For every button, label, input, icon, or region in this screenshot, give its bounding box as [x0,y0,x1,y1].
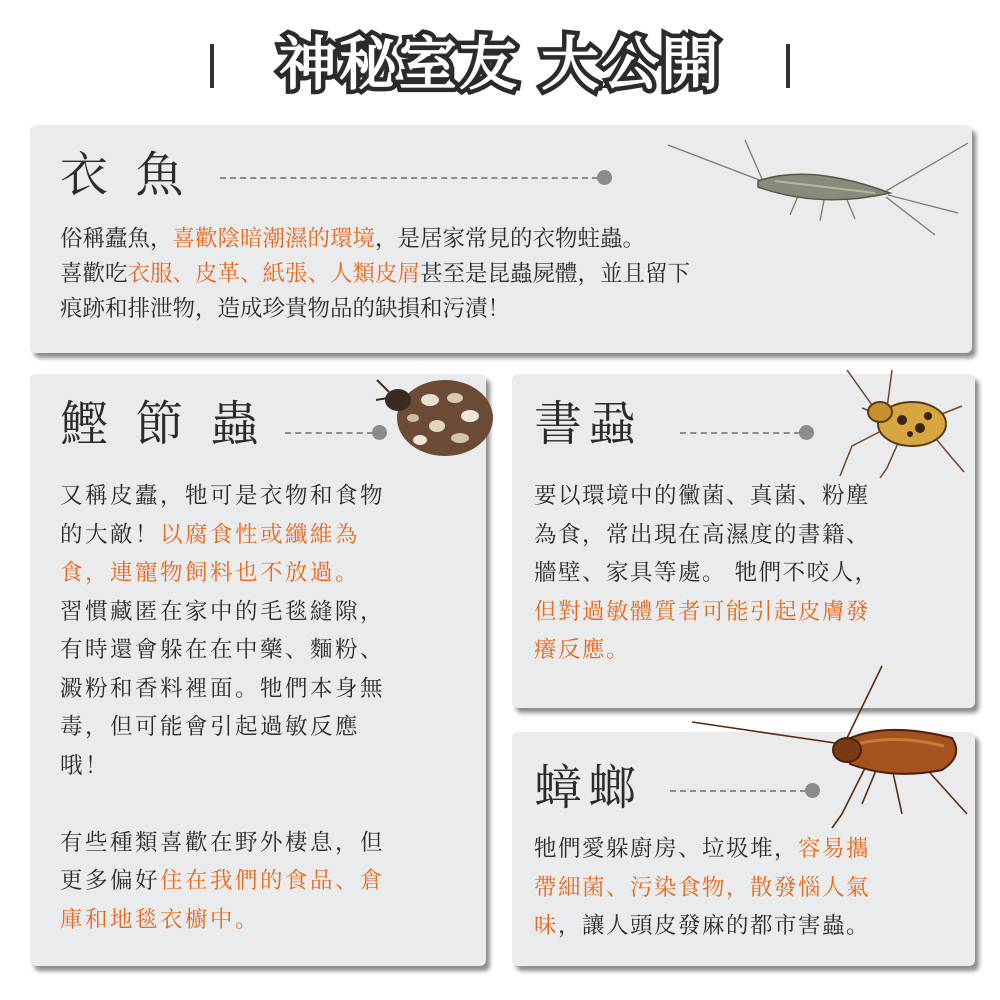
text-line [60,477,460,516]
highlight-text: 住在我們的食品、倉 [160,868,386,894]
highlight-text: 庫和地毯衣櫥中。 [60,906,261,933]
highlight-text: 食，連寵物飼料也不放過。 [60,560,361,586]
title-bar-right [786,44,790,88]
text-segment: 更多偏好 [60,868,161,894]
title-divider [680,432,800,434]
text-line [534,593,964,632]
text-line [60,257,690,292]
card-title: 衣 魚 [60,147,190,203]
card-body [534,477,964,670]
text-line [60,222,690,257]
text-segment: 痕跡和排泄物，造成珍貴物品的缺損和污漬！ [60,296,511,322]
text-segment: ，是居家常見的衣物蛀蟲。 [375,226,646,252]
card-cockroach [512,732,975,966]
card-title: 書蝨 [534,396,643,452]
card-body [60,477,460,939]
text-segment: 的大敵！ [60,521,161,548]
divider-dot [799,425,814,440]
carpet-beetle-icon [375,368,497,464]
text-segment: 喜歡吃 [60,261,128,287]
highlight-text: 癢反應。 [534,637,631,663]
cockroach-icon [682,664,972,830]
card-carpet-beetle [30,374,486,966]
card-booklouse [512,374,975,708]
highlight-text: 喜歡陰暗潮濕的環境 [172,226,376,252]
text-segment: 澱粉和香料裡面。牠們本身無 [60,675,386,702]
text-line [60,631,460,670]
text-line [60,593,460,632]
text-segment: ，讓人頭皮發麻的都市害蟲。 [558,913,871,939]
text-line [60,747,460,786]
card-silverfish [30,125,972,353]
text-line [60,292,690,327]
booklouse-icon [832,368,972,480]
text-segment: 甚至是昆蟲屍體，並且留下 [420,261,691,287]
card-title: 鰹 節 蟲 [60,396,265,452]
text-line [534,516,964,555]
highlight-text: 以腐食性或纖維為 [160,521,361,548]
highlight-text: 帶細菌、污染食物，散發惱人氣 [534,874,871,901]
card-body [60,222,690,327]
card-title: 蟑螂 [534,760,643,816]
text-segment: 為食，常出現在高濕度的書籍、 [534,521,871,548]
text-line [60,554,460,593]
text-segment: 又稱皮蠹，牠可是衣物和食物 [60,483,386,509]
text-line [534,907,964,946]
text-line [60,824,460,863]
highlight-text: 衣服、皮革、紙張、人類皮屑 [127,261,421,287]
text-segment: 有些種類喜歡在野外棲息，但 [60,829,386,856]
text-line [60,901,460,940]
text-line [60,516,460,555]
text-line [534,869,964,908]
page-title: 神秘室友 大公開 [278,30,722,98]
text-segment: 俗稱蠹魚， [60,226,173,252]
text-segment: 習慣藏匿在家中的毛毯縫隙， [60,598,386,625]
text-line [534,554,964,593]
text-segment: 有時還會躲在在中藥、麵粉、 [60,637,386,663]
silverfish-icon [650,135,970,250]
text-line [60,708,460,747]
text-line [534,477,964,516]
text-segment: 哦！ [60,752,111,779]
title-area [0,14,1000,104]
text-line [60,785,460,824]
text-line [60,862,460,901]
text-segment: 毒，但可能會引起過敏反應 [60,714,361,740]
card-body [534,830,964,946]
title-divider [220,177,598,179]
divider-dot [597,170,612,185]
text-segment: 牆壁、家具等處。 牠們不咬人， [534,560,879,586]
text-line [534,830,964,869]
text-segment: 牠們愛躲廚房、垃圾堆， [534,836,799,862]
highlight-text: 味 [534,913,559,939]
text-segment: 要以環境中的黴菌、真菌、粉塵 [534,483,871,509]
highlight-text: 但對過敏體質者可能引起皮膚發 [534,598,871,625]
text-line [60,670,460,709]
title-divider [285,432,373,434]
highlight-text: 容易攜 [798,836,871,862]
